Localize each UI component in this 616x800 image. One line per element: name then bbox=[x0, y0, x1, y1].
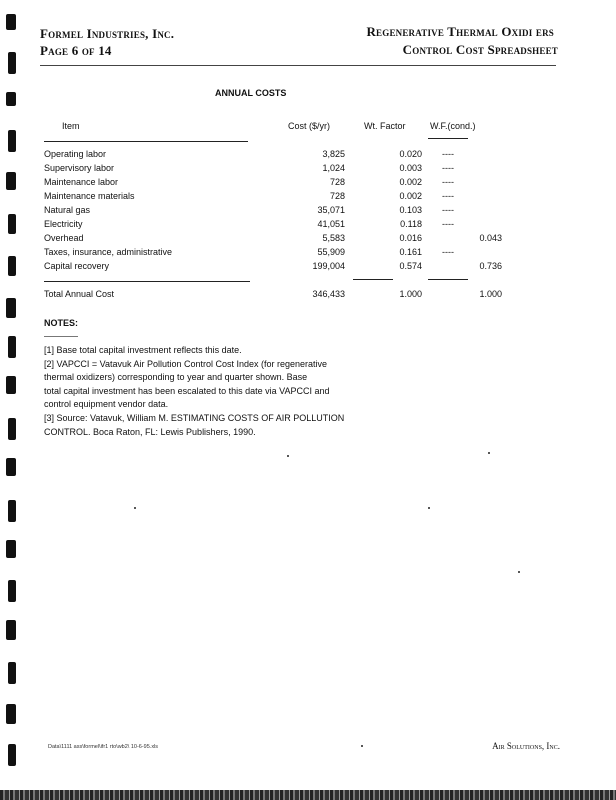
scan-speck bbox=[361, 745, 363, 747]
punch-hole bbox=[6, 458, 16, 476]
total-divider bbox=[428, 279, 468, 280]
punch-hole bbox=[6, 298, 16, 318]
header-divider bbox=[40, 65, 556, 66]
table-row: Maintenance labor 728 0.002 ---- bbox=[44, 177, 454, 187]
punch-hole bbox=[6, 376, 16, 394]
punch-hole bbox=[8, 500, 16, 522]
table-row: Operating labor 3,825 0.020 ---- bbox=[44, 149, 454, 159]
document-title-line1: Regenerative Thermal Oxidi ers bbox=[366, 24, 554, 39]
footer-company: Air Solutions, Inc. bbox=[492, 741, 560, 751]
table-row: Overhead 5,583 0.016 0.043 bbox=[44, 233, 502, 243]
note-1: [1] Base total capital investment reflects this date. bbox=[44, 345, 242, 355]
scan-speck bbox=[134, 507, 136, 509]
column-header-wf-cond: W.F.(cond.) bbox=[430, 121, 476, 131]
note-2-cont: control equipment vendor data. bbox=[44, 399, 169, 410]
footer-file-path: Data\1111 ass\formel\ifr1 rto\wb2\ 10-6-95.xls bbox=[48, 744, 159, 750]
table-row: Taxes, insurance, administrative 55,909 0.161 ---- bbox=[44, 247, 454, 257]
scan-speck bbox=[518, 571, 520, 573]
table-row: Natural gas 35,071 0.103 ---- bbox=[44, 205, 454, 215]
column-header-wt-factor: Wt. Factor bbox=[364, 121, 406, 131]
section-title: ANNUAL COSTS bbox=[215, 88, 287, 98]
punch-hole bbox=[8, 336, 16, 358]
notes-heading: NOTES: bbox=[44, 318, 79, 328]
total-divider bbox=[353, 279, 393, 280]
punch-hole bbox=[8, 52, 16, 74]
table-row: Maintenance materials 728 0.002 ---- bbox=[44, 191, 454, 201]
header-underline bbox=[428, 138, 468, 139]
document-page: Formel Industries, Inc. Page 6 of 14 Regenerative Thermal Oxidi ers Control Cost Spreadsheet ANNUAL COSTS Item Cost ($/yr) Wt. Factor W.F.(cond.) Operating labor 3,825 0.020 ---- Supervisory labor 1,024 0.003 ---- Maintenance labor 728 0.002 ---- Maintenance materials 728 0.002 ---- Natural gas 35,071 0.103 ---- Electricity 41,051 0.118 ---- Overhead 5,583 0.016 0.043 Taxes, insurance, administrative 55,909 0.161 ---- Capital recovery 199,004 0.574 0.736 Total Annual Cost 346,433 1.000 1.000 NOTES: [1] Base total capital investment reflects this date. [2] VAPCCI = Vatavuk Air Pollution Control Cost Index (for regenerative thermal oxidizers) corresponding to year and quarter shown. Base total capital investment has been escalated to this date via VAPCCI and control equipment vendor data. [3] Source: Vatavuk, William M. ESTIMATING COSTS OF AIR POLLUTION CONTROL. Boca Raton, FL: Lewis Publishers, 1990. Data\1111 ass\formel\ifr1 rto\wb2\ 10-6-95.xls Air Solutions, Inc. bbox=[0, 0, 616, 800]
punch-hole bbox=[6, 14, 16, 30]
note-2-cont: thermal oxidizers) corresponding to year and quarter shown. Base bbox=[44, 372, 308, 383]
column-header-item: Item bbox=[62, 121, 80, 131]
table-row: Electricity 41,051 0.118 ---- bbox=[44, 219, 454, 229]
note-3-cont: CONTROL. Boca Raton, FL: Lewis Publishers, 1990. bbox=[44, 426, 256, 437]
total-divider bbox=[44, 281, 250, 282]
page-number: Page 6 of 14 bbox=[40, 43, 112, 58]
note-3: [3] Source: Vatavuk, William M. ESTIMATING COSTS OF AIR POLLUTION bbox=[44, 412, 345, 423]
notes-body bbox=[44, 344, 404, 439]
scan-speck bbox=[488, 452, 490, 454]
punch-hole bbox=[8, 744, 16, 766]
note-2-cont: total capital investment has been escalated to this date via VAPCCI and bbox=[44, 385, 330, 396]
notes-underline bbox=[44, 336, 78, 337]
scan-bottom-edge bbox=[0, 790, 616, 800]
punch-hole bbox=[8, 580, 16, 602]
punch-hole bbox=[8, 662, 16, 684]
document-title-line2: Control Cost Spreadsheet bbox=[402, 42, 558, 57]
scan-speck bbox=[428, 507, 430, 509]
note-2: [2] VAPCCI = Vatavuk Air Pollution Control Cost Index (for regenerative bbox=[44, 358, 328, 369]
punch-hole bbox=[6, 540, 16, 558]
company-name: Formel Industries, Inc. bbox=[40, 26, 175, 41]
scan-speck bbox=[287, 455, 289, 457]
column-header-cost: Cost ($/yr) bbox=[288, 121, 331, 131]
table-row: Supervisory labor 1,024 0.003 ---- bbox=[44, 163, 454, 173]
punch-hole bbox=[6, 704, 16, 724]
table-row: Capital recovery 199,004 0.574 0.736 bbox=[44, 261, 502, 271]
scan-edge-marks bbox=[0, 0, 20, 800]
punch-hole bbox=[6, 620, 16, 640]
punch-hole bbox=[6, 92, 16, 106]
header-underline bbox=[44, 141, 248, 142]
punch-hole bbox=[8, 418, 16, 440]
